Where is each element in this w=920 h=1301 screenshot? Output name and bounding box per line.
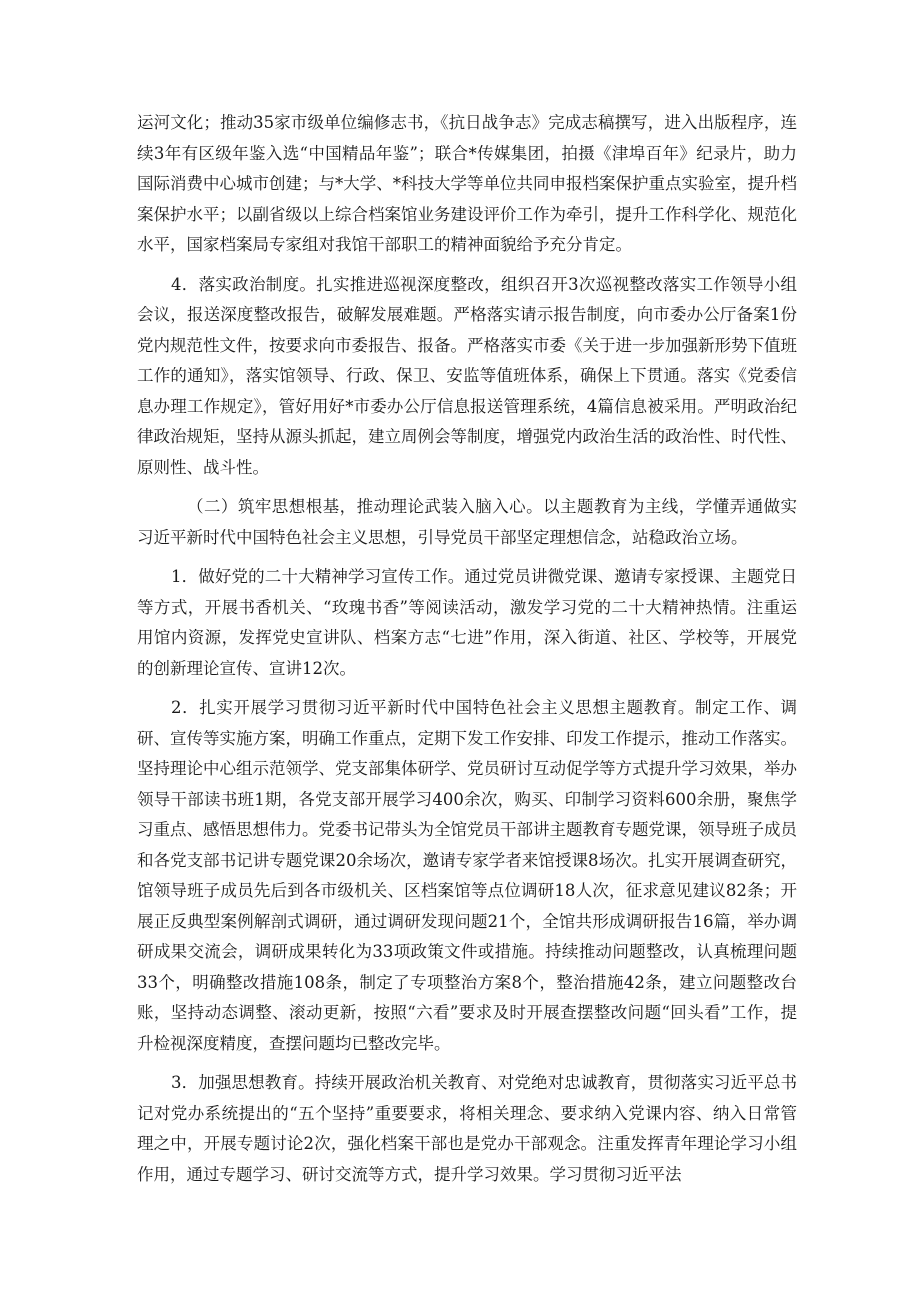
paragraph-twentieth-congress-study: 1．做好党的二十大精神学习宣传工作。通过党员讲微党课、邀请专家授课、主题党日等方式，开展书香机关、“玫瑰书香”等阅读活动，激发学习党的二十大精神热情。注重运用馆内资源，发挥党史宣讲队、档案方志“七进”作用，深入街道、社区、学校等，开展党的创新理论宣传、宣讲12次。 [137, 567, 797, 678]
paragraph-theme-education: 2．扎实开展学习贯彻习近平新时代中国特色社会主义思想主题教育。制定工作、调研、宣传等实施方案，明确工作重点，定期下发工作安排、印发工作提示，推动工作落实。坚持理论中心组示范领学、党支部集体研学、党员研讨互动促学等方式提升学习效果，举办领导干部读书班1期，各党支部开展学习400余次，购买、印制学习资料600余册，聚焦学习重点、感悟思想伟力。党委书记带头为全馆党员干部讲主题教育专题党课，领导班子成员和各党支部书记讲专题党课20余场次，邀请专家学者来馆授课8场次。扎实开展调查研究，馆领导班子成员先后到各市级机关、区档案馆等点位调研18人次，征求意见建议82条；开展正反典型案例解剖式调研，通过调研发现问题21个，全馆共形成调研报告16篇，举办调研成果交流会，调研成果转化为33项政策文件或措施。持续推动问题整改，认真梳理问题33个，明确整改措施108条，制定了专项整治方案8个，整治措施42条，建立问题整改台账，坚持动态调整、滚动更新，按照“六看”要求及时开展查摆整改问题“回头看”工作，提升检视深度精度，查摆问题均已整改完毕。 [137, 698, 797, 1053]
paragraph-canal-culture: 运河文化；推动35家市级单位编修志书，《抗日战争志》完成志稿撰写，进入出版程序，连续3年有区级年鉴入选“中国精品年鉴”；联合*传媒集团，拍摄《津埠百年》纪录片，助力国际消费中心城市创建；与*大学、*科技大学等单位共同申报档案保护重点实验室，提升档案保护水平；以副省级以上综合档案馆业务建设评价工作为牵引，提升工作科学化、规范化水平，国家档案局专家组对我馆干部职工的精神面貌给予充分肯定。 [137, 113, 797, 254]
paragraph-section-heading-ideology: （二）筑牢思想根基，推动理论武装入脑入心。以主题教育为主线，学懂弄通做实习近平新时代中国特色社会主义思想，引导党员干部坚定理想信念，站稳政治立场。 [137, 497, 797, 547]
paragraph-political-system: 4．落实政治制度。扎实推进巡视深度整改，组织召开3次巡视整改落实工作领导小组会议，报送深度整改报告，破解发展难题。严格落实请示报告制度，向市委办公厅备案1份党内规范性文件，按要求向市委报告、报备。严格落实市委《关于进一步加强新形势下值班工作的通知》，落实馆领导、行政、保卫、安监等值班体系，确保上下贯通。落实《党委信息办理工作规定》，管好用好*市委办公厅信息报送管理系统，4篇信息被采用。严明政治纪律政治规矩，坚持从源头抓起，建立周例会等制度，增强党内政治生活的政治性、时代性、原则性、战斗性。 [137, 274, 797, 477]
paragraph-ideological-education: 3．加强思想教育。持续开展政治机关教育、对党绝对忠诚教育，贯彻落实习近平总书记对党办系统提出的“五个坚持”重要要求，将相关理念、要求纳入党课内容、纳入日常管理之中，开展专题讨论2次，强化档案干部也是党办干部观念。注重发挥青年理论学习小组作用，通过专题学习、研讨交流等方式，提升学习效果。学习贯彻习近平法 [137, 1073, 797, 1184]
document-body [137, 108, 797, 1199]
